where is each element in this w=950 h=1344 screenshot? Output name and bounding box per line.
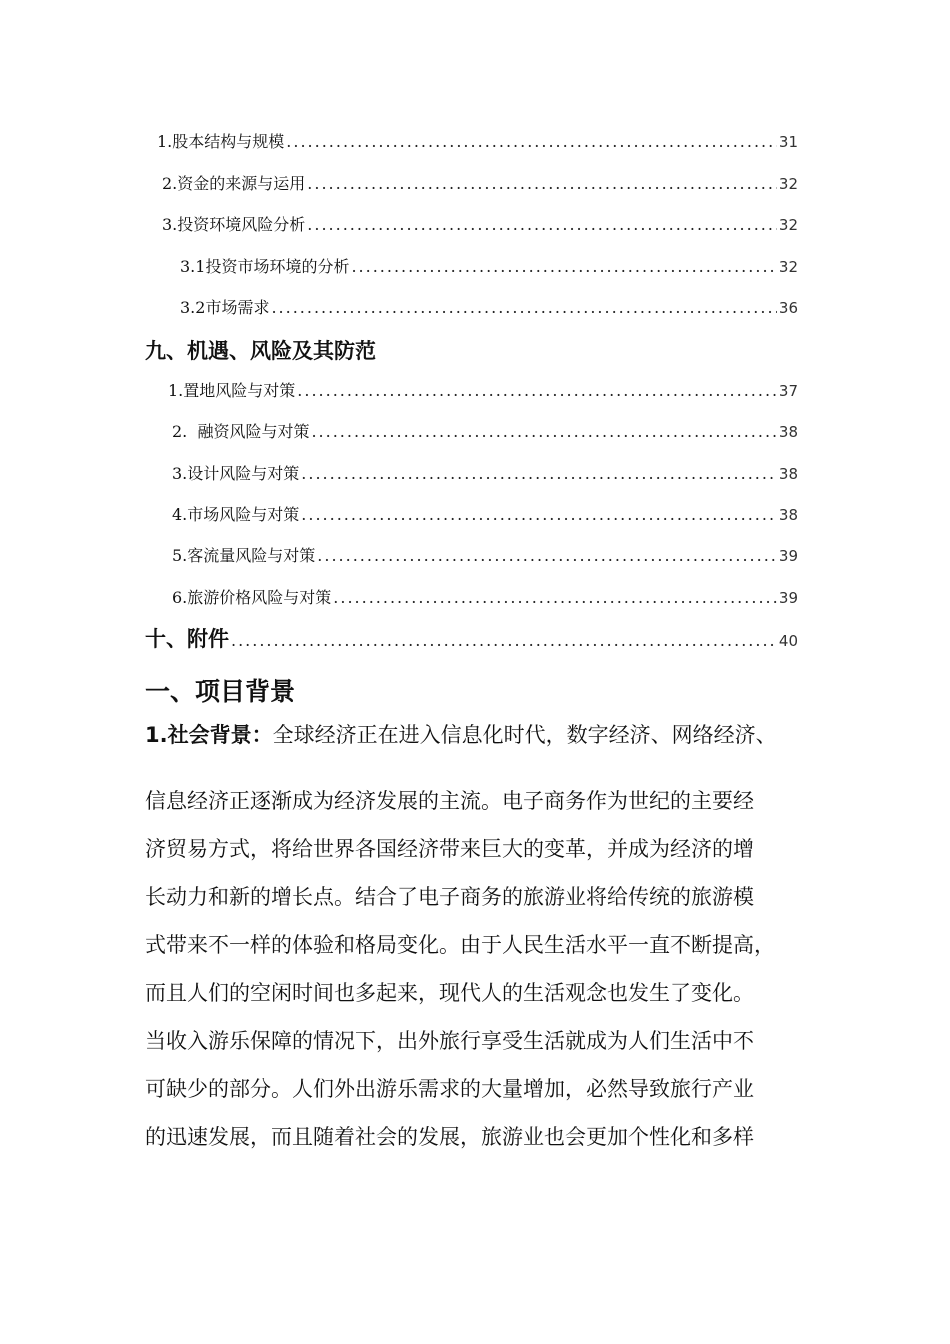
toc-entry[interactable] [180, 295, 798, 318]
toc-chapter-heading[interactable]: 九、机遇、风险及其防范 [145, 339, 376, 363]
toc-leader-dots [307, 215, 777, 234]
paragraph-line: 济贸易方式，将给世界各国经济带来巨大的变革，并成为经济的增 [145, 837, 754, 861]
toc-leader-dots [311, 422, 776, 441]
toc-leader-dots [351, 257, 776, 276]
toc-entry-label: 3.1投资市场环境的分析 [180, 257, 350, 276]
toc-entry[interactable] [162, 171, 798, 194]
toc-entry[interactable] [172, 419, 798, 442]
toc-leader-dots [301, 505, 777, 524]
toc-entry[interactable] [157, 129, 798, 152]
paragraph-line: 信息经济正逐渐成为经济发展的主流。电子商务作为世纪的主要经 [145, 789, 754, 813]
toc-leader-dots [271, 298, 776, 317]
toc-entry[interactable] [172, 461, 798, 484]
paragraph-line: 当收入游乐保障的情况下，出外旅行享受生活就成为人们生活中不 [145, 1029, 754, 1053]
toc-page-number: 32 [778, 258, 798, 276]
paragraph-line: 式带来不一样的体验和格局变化。由于人民生活水平一直不断提高， [145, 933, 775, 957]
toc-leader-dots [333, 588, 777, 607]
toc-entry-label: 6.旅游价格风险与对策 [172, 588, 332, 607]
toc-entry-label: 1.股本结构与规模 [157, 132, 285, 151]
paragraph-lead: 1.社会背景： [145, 723, 273, 747]
toc-entry[interactable] [180, 254, 798, 277]
toc-page-number: 39 [778, 547, 798, 565]
toc-leader-dots [301, 464, 777, 483]
paragraph-line: 而且人们的空闲时间也多起来，现代人的生活观念也发生了变化。 [145, 981, 754, 1005]
toc-leader-dots [231, 631, 777, 650]
toc-leader-dots [307, 174, 777, 193]
toc-entry[interactable] [172, 585, 798, 608]
toc-page-number: 32 [778, 175, 798, 193]
toc-entry[interactable] [172, 502, 798, 525]
toc-entry[interactable] [162, 212, 798, 235]
toc-entry-label: 3.投资环境风险分析 [162, 215, 306, 234]
toc-page-number: 38 [778, 465, 798, 483]
paragraph-line: 可缺少的部分。人们外出游乐需求的大量增加，必然导致旅行产业 [145, 1077, 754, 1101]
toc-page-number: 40 [778, 632, 798, 650]
paragraph-line [145, 711, 805, 759]
toc-chapter-entry[interactable] [145, 623, 798, 653]
paragraph-line: 的迅速发展，而且随着社会的发展，旅游业也会更加个性化和多样 [145, 1125, 754, 1149]
toc-page-number: 39 [778, 589, 798, 607]
toc-entry-label: 5.客流量风险与对策 [172, 546, 316, 565]
toc-leader-dots [297, 381, 777, 400]
toc-leader-dots [286, 132, 777, 151]
toc-entry-label: 2. 融资风险与对策 [172, 422, 310, 441]
paragraph-line-text: 全球经济正在进入信息化时代，数字经济、网络经济、 [272, 723, 777, 747]
toc-entry-label: 4.市场风险与对策 [172, 505, 300, 524]
toc-entry-label: 十、附件 [145, 627, 229, 651]
toc-page-number: 38 [778, 506, 798, 524]
paragraph-line: 长动力和新的增长点。结合了电子商务的旅游业将给传统的旅游模 [145, 885, 754, 909]
body-paragraph [145, 711, 805, 1161]
toc-page-number: 32 [778, 216, 798, 234]
toc-entry[interactable] [172, 543, 798, 566]
toc-entry-label: 3.设计风险与对策 [172, 464, 300, 483]
toc-page-number: 38 [778, 423, 798, 441]
toc-page-number: 37 [778, 382, 798, 400]
section-title: 一、项目背景 [145, 677, 296, 706]
toc-leader-dots [317, 546, 777, 565]
toc-entry[interactable] [168, 378, 798, 401]
toc-entry-label: 3.2市场需求 [180, 298, 270, 317]
toc-entry-label: 2.资金的来源与运用 [162, 174, 306, 193]
toc-entry-label: 1.置地风险与对策 [168, 381, 296, 400]
toc-page-number: 36 [778, 299, 798, 317]
toc-page-number: 31 [778, 133, 798, 151]
